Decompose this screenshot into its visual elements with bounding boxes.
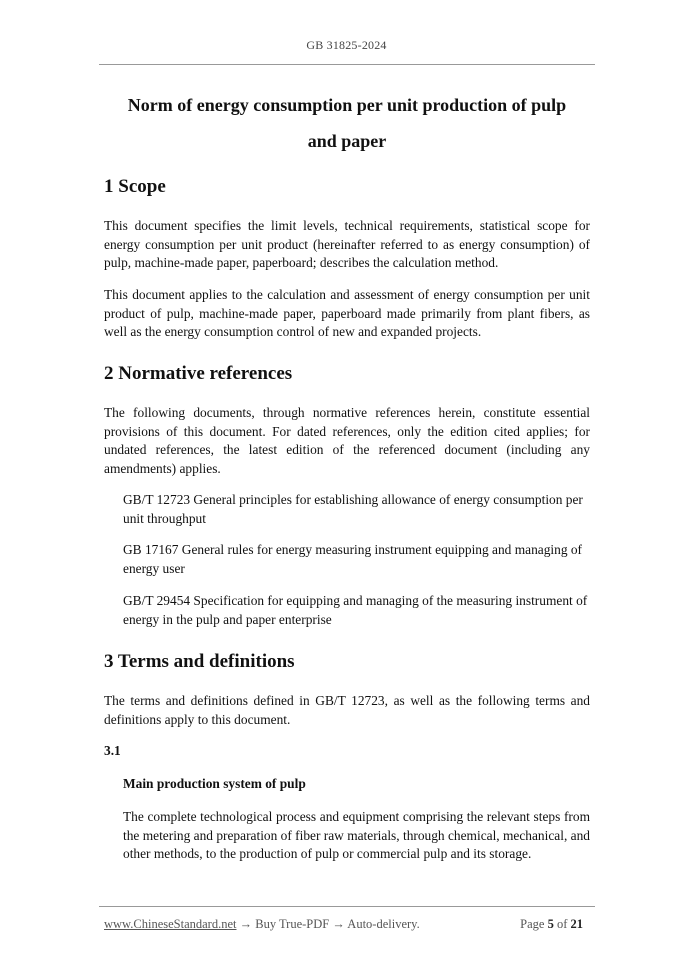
header-divider: [99, 64, 595, 65]
term-heading: Main production system of pulp: [123, 776, 306, 791]
terms-paragraph: The terms and definitions defined in GB/T 12723, as well as the following terms and definitions apply to this document.: [104, 693, 590, 727]
document-title-line-2: and paper: [307, 131, 387, 151]
page-total: 21: [570, 917, 583, 931]
reference-gbt-12723: GB/T 12723 General principles for establishing allowance of energy consumption per unit throughput: [123, 492, 583, 526]
scope-paragraph-2: This document applies to the calculation and assessment of energy consumption per unit product of pulp, machine-made paper, paperboard made primarily from plant fibers, as well as the energy consumption control of new and expanded projects.: [104, 287, 590, 340]
normative-paragraph: The following documents, through normative references herein, constitute essential provisions of this document. For dated references, only the edition cited applies; for undated references, the latest edition of the referenced document (including any amendments) applies.: [104, 405, 590, 476]
document-code-header: GB 31825-2024: [306, 38, 387, 52]
document-title-line-1: Norm of energy consumption per unit production of pulp: [127, 95, 567, 115]
clause-number: 3.1: [104, 743, 121, 758]
page-indicator: [520, 917, 583, 932]
reference-gbt-29454: GB/T 29454 Specification for equipping and managing of the measuring instrument of energy in the pulp and paper enterprise: [123, 593, 588, 627]
reference-gb-17167: GB 17167 General rules for energy measuring instrument equipping and managing of energy user: [123, 542, 583, 576]
page-label: Page: [520, 917, 545, 931]
footer-promo: [104, 917, 420, 932]
page-number: 5: [547, 917, 554, 931]
of-label: of: [556, 917, 568, 931]
site-link[interactable]: www.ChineseStandard.net: [104, 917, 237, 931]
section-heading-terms-definitions: 3 Terms and definitions: [104, 651, 295, 672]
section-heading-normative-references: 2 Normative references: [104, 363, 293, 384]
footer-divider: [99, 906, 595, 907]
footer-promo-text: → Buy True-PDF → Auto-delivery.: [236, 917, 420, 931]
term-definition: The complete technological process and equipment comprising the relevant steps from the metering and preparation of fiber raw materials, through chemical, mechanical, and other methods, to the production of pulp or commercial pulp and its storage.: [123, 809, 590, 862]
scope-paragraph-1: This document specifies the limit levels, technical requirements, statistical scope for energy consumption per unit product (hereinafter referred to as energy consumption) of pulp, machine-made paper, paperboard; describes the calculation method.: [104, 218, 590, 271]
section-heading-scope: 1 Scope: [104, 176, 166, 197]
document-title: [99, 87, 595, 159]
